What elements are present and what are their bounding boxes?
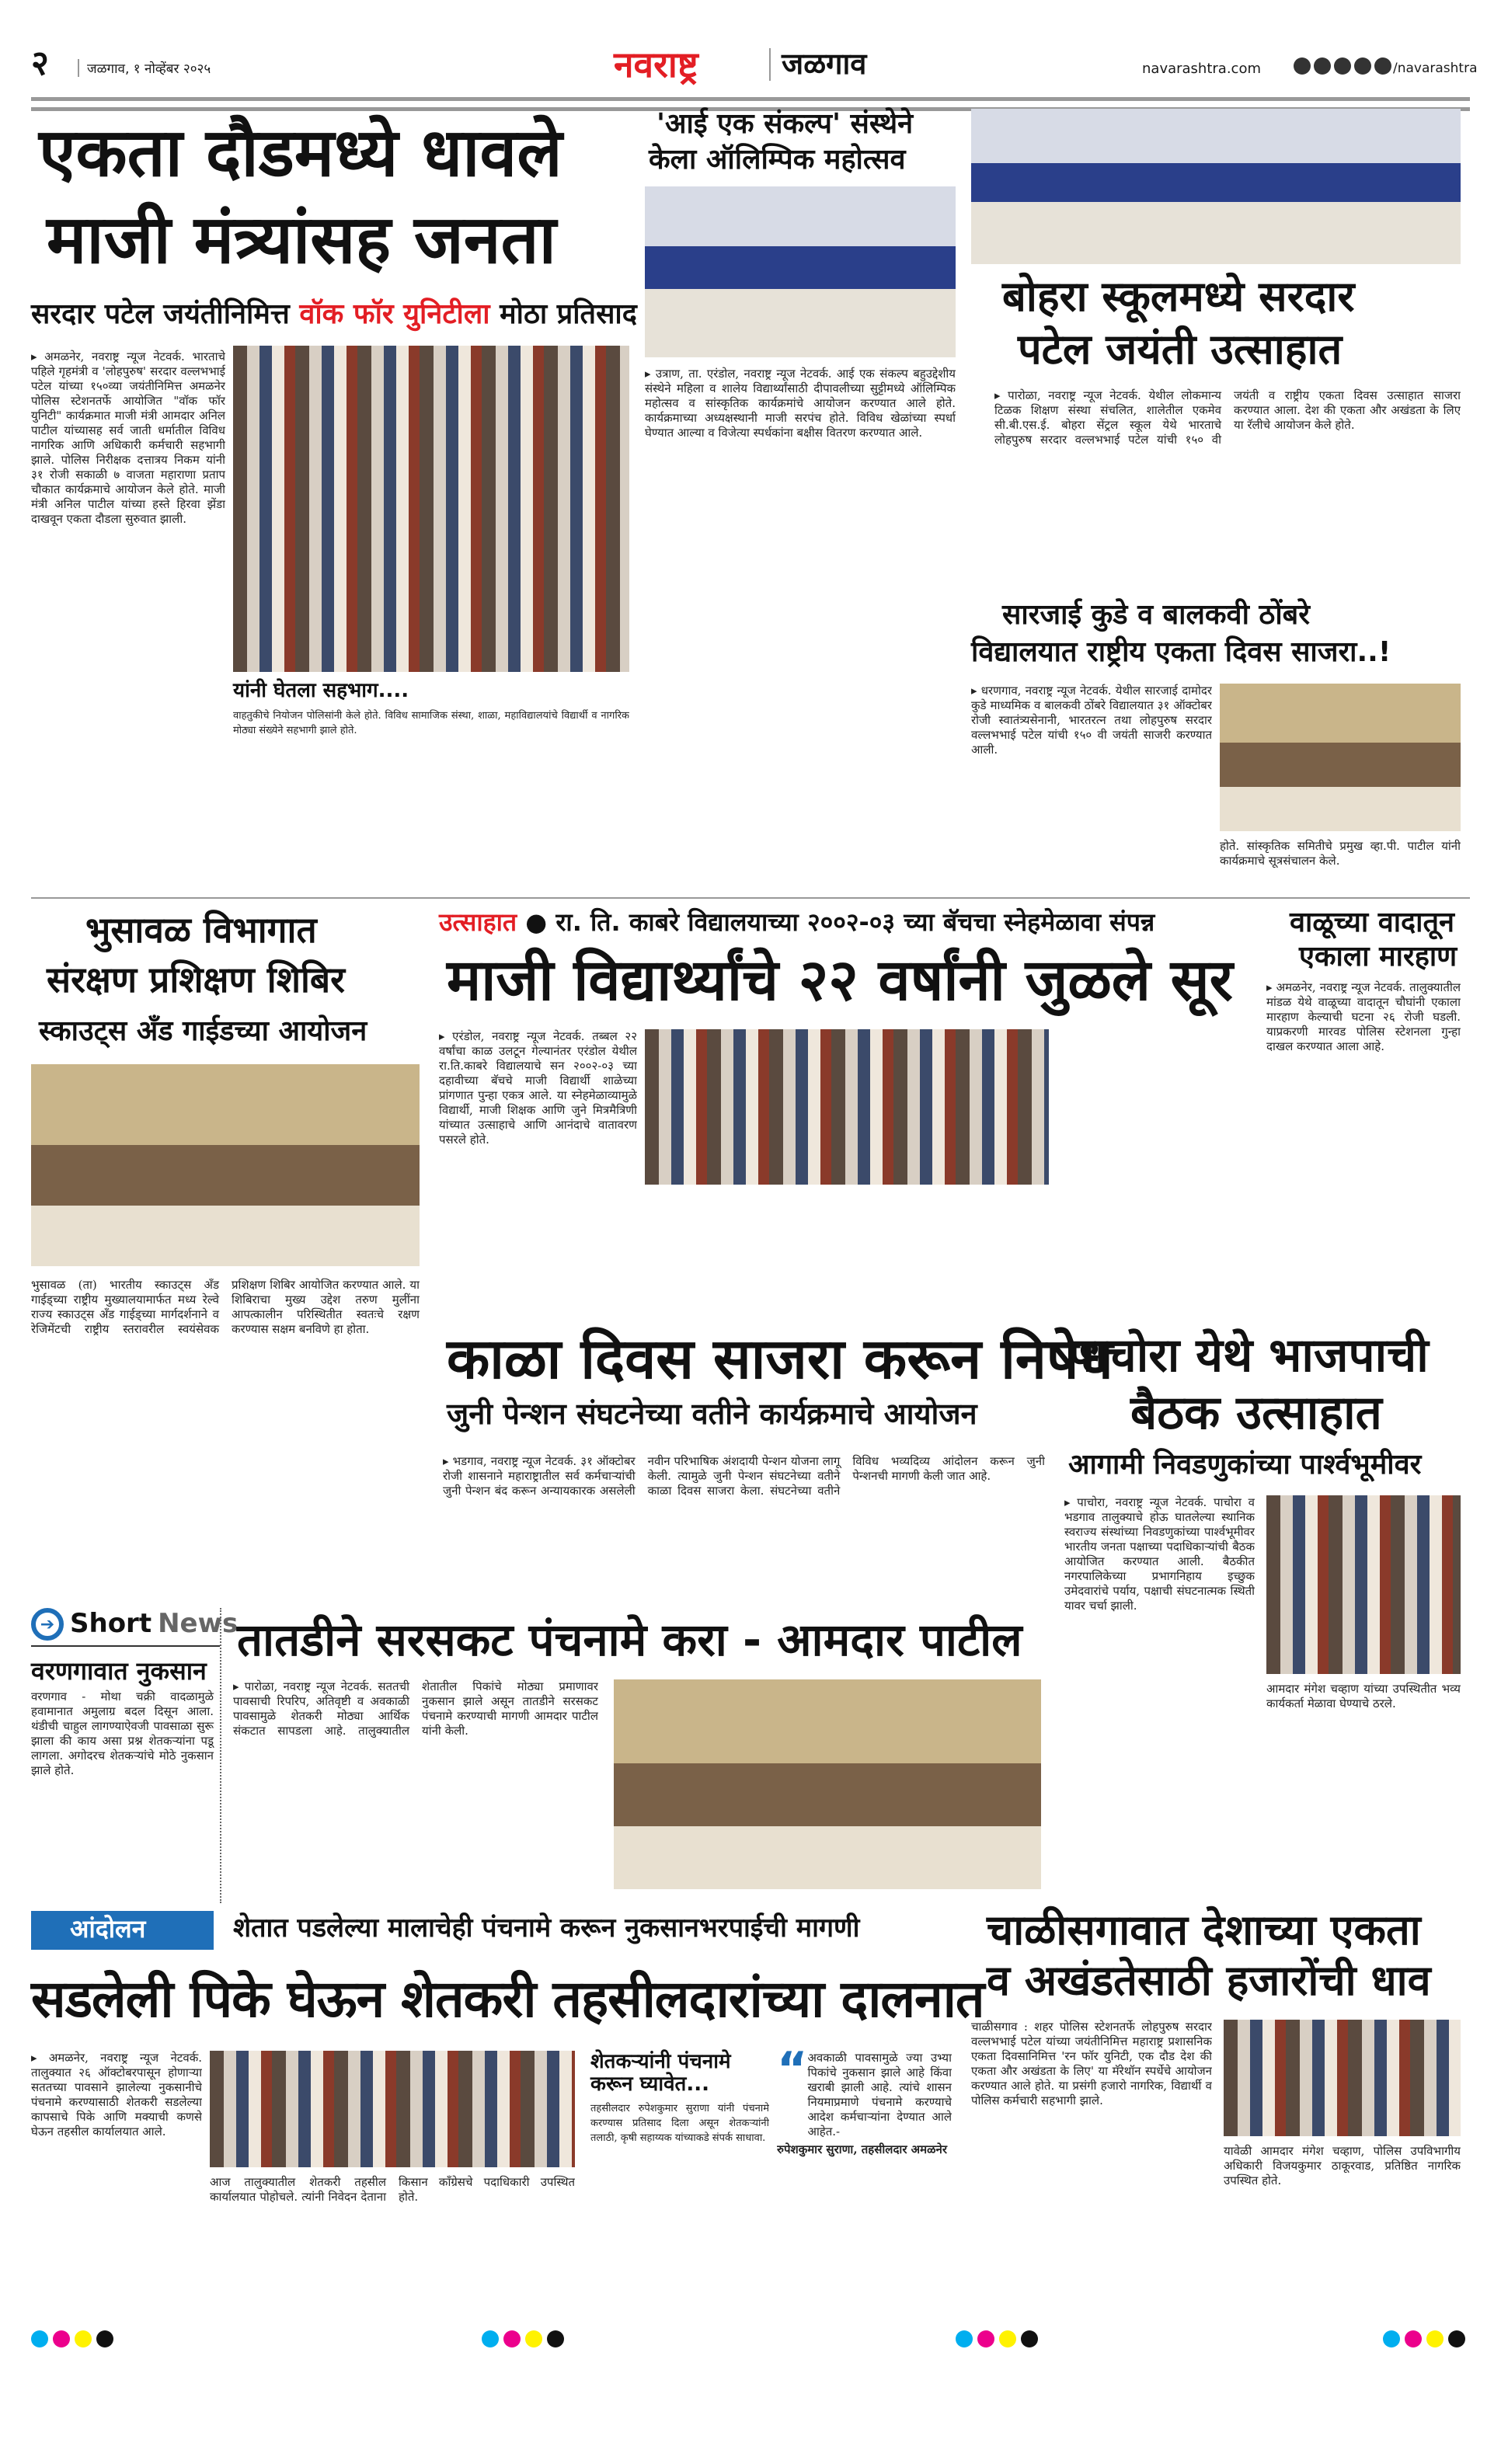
- youtube-icon[interactable]: [1354, 57, 1371, 75]
- sub-highlight: वॉक फॉर युनिटीला: [299, 298, 490, 330]
- strap: शेतात पडलेल्या मालाचेही पंचनामे करून नुकसानभरपाईची मागणी: [233, 1912, 860, 1944]
- social-handle: /navarashtra: [1393, 61, 1478, 76]
- linkedin-icon[interactable]: [1374, 57, 1391, 75]
- registration-marks: [31, 2330, 118, 2351]
- article-body: भुसावळ (ता) भारतीय स्काउट्स अँड गाईड्च्या राष्ट्रीय मुख्यालयामार्फत मध्य रेल्वे राज्य स्काउट्स अँड गाईड्च्या मार्गदर्शनाने व रेजिमेंटची राष्ट्रीय स्तरावरील स्वयंसेवक प्रशिक्षण शिबिर आयोजित करण्यात आले. या शिबिराचा मुख्य उद्देश तरुण मुलींना आपत्कालीन परिस्थितीत स्वतःचे रक्षण करण्यास सक्षम बनविणे हा होता.: [31, 1278, 420, 1336]
- website-link[interactable]: navarashtra.com: [1142, 61, 1261, 77]
- photo-caption: आमदार मंगेश चव्हाण यांच्या उपस्थितीत भव्य कार्यकर्ता मेळावा घेण्याचे ठरले.: [1266, 1682, 1461, 1711]
- headline: वाळूच्या वादातून: [1290, 907, 1454, 938]
- quote-text: अवकाळी पावसामुळे ज्या उभ्या पिकांचे नुकसान झाले आहे किंवा खराबी झाली आहे. त्यांचे शासन नियमाप्रमाणे पंचनामे करण्याचे आदेश कर्मचाऱ्यांना देण्यात आले आहेत.-: [807, 2051, 952, 2139]
- quote-icon: “: [777, 2042, 808, 2097]
- headline: सारजाई कुडे व बालकवी ठोंबरे: [1002, 599, 1310, 631]
- article-body: ▸ धरणगाव, नवराष्ट्र न्यूज नेटवर्क. येथील सारजाई दामोदर कुडे माध्यमिक व बालकवी ठोंबरे विद्यालयात ३१ ऑक्टोबर रोजी स्वातंत्र्यसेनानी, भारतरत्न तथा लोहपुरुष सरदार वल्लभभाई पटेल यांची १५० वी जयंती साजरी करण्यात आली.: [971, 684, 1212, 757]
- alumni-group-photo: [645, 1029, 1049, 1185]
- headline: माजी विद्यार्थ्यांचे २२ वर्षांनी जुळले सूर: [447, 947, 1233, 1014]
- headline: व अखंडतेसाठी हजारोंची धाव: [987, 1956, 1431, 2005]
- x-icon[interactable]: [1334, 57, 1351, 75]
- unity-day-photo: [1220, 684, 1461, 831]
- arrow-circle-icon: ➔: [31, 1608, 64, 1641]
- headline: 'आई एक संकल्प' संस्थेने: [656, 108, 914, 140]
- article-body: चाळीसगाव : शहर पोलिस स्टेशनतर्फे लोहपुरुष सरदार वल्लभभाई पटेल यांच्या जयंतीनिमित्त महाराष्ट्र प्रशासनिक एकता दिवसानिमित्त 'रन फॉर युनिटी, एक दौड देश की एकता और अखंडता के लिए' या मॅरेथॉन स्पर्धेचे आयोजन करण्यात आले होते. या प्रसंगी हजारो नागरिक, विद्यार्थी व पोलिस कर्मचारी सहभागी झाले.: [971, 2020, 1212, 2107]
- photo-caption: यावेळी आमदार मंगेश चव्हाण, पोलिस उपविभागीय अधिकारी विजयकुमार ठाकूरवाड, प्रतिष्ठित नागरिक उपस्थित होते.: [1224, 2144, 1461, 2187]
- section-tag: आंदोलन: [31, 1911, 214, 1950]
- headline: माजी मंत्र्यांसह जनता: [47, 201, 556, 279]
- sub-text: मोठा प्रतिसाद: [500, 298, 637, 330]
- section-label: Short: [70, 1608, 152, 1640]
- box-body: तहसीलदार रुपेशकुमार सुराणा यांनी पंचनामे करण्यास प्रतिसाद दिला असून शेतकऱ्यांनी तलाठी, कृषी सहाय्यक यांच्याकडे संपर्क साधावा.: [590, 2103, 769, 2145]
- headline: बोहरा स्कूलमध्ये सरदार: [1002, 272, 1355, 321]
- social-icons: [1294, 57, 1391, 75]
- brand-logo: नवराष्ट्र: [614, 44, 698, 85]
- article-body: आज तालुक्यातील शेतकरी तहसील कार्यालयात पोहोचले. त्यांनी निवेदन देताना किसान काँग्रेसचे पदाधिकारी उपस्थित होते.: [210, 2175, 575, 2204]
- dateline: जळगाव, १ नोव्हेंबर २०२५: [78, 59, 211, 77]
- scouts-camp-photo: [31, 1064, 420, 1266]
- article-body: वरणगाव - मोथा चक्री वादळामुळे हवामानात अमुलाग्र बदल दिसून आला. थंडीची चाहुल लागण्याऐवजी पावसाळा सुरू झाला की काय असा प्रश्न शेतकऱ्यांना पडू लागला. अगोदरच शेतकऱ्यांचे मोठे नुकसान झाले होते.: [31, 1690, 214, 1778]
- meeting-photo: [614, 1679, 1041, 1889]
- photo-caption: होते. सांस्कृतिक समितीचे प्रमुख व्हा.पी. पाटील यांनी कार्यक्रमाचे सूत्रसंचालन केले.: [1220, 839, 1461, 868]
- headline: काळा दिवस साजरा करून निषेध: [447, 1326, 1113, 1391]
- article-body: [1057, 1029, 1251, 1317]
- unity-run-photo: [233, 346, 629, 672]
- registration-marks: [956, 2330, 1043, 2351]
- headline: सडलेली पिके घेऊन शेतकरी तहसीलदारांच्या दालनात: [31, 1969, 984, 2029]
- headline: पाचोरा येथे भाजपाची: [1068, 1328, 1429, 1383]
- farmers-photo: [210, 2051, 575, 2167]
- facebook-icon[interactable]: [1294, 57, 1311, 75]
- headline: विद्यालयात राष्ट्रीय एकता दिवस साजरा..!: [971, 636, 1391, 668]
- instagram-icon[interactable]: [1314, 57, 1331, 75]
- article-body: ▸ भडगाव, नवराष्ट्र न्यूज नेटवर्क. ३१ ऑक्टोबर रोजी शासनाने महाराष्ट्रातील सर्व कर्मचाऱ्यांची जुनी पेन्शन बंद करून अन्यायकारक असलेली नवीन परिभाषिक अंशदायी पेन्शन योजना लागू केली. त्यामुळे जुनी पेन्शन संघटनेच्या वतीने काळा दिवस साजरा केला. संघटनेच्या वतीने विविध भव्यदिव्य आंदोलन करून जुनी पेन्शनची मागणी केली जात आहे.: [443, 1454, 1045, 1498]
- article-body: ▸ उत्राण, ता. एरंडोल, नवराष्ट्र न्यूज नेटवर्क. आई एक संकल्प बहुउद्देशीय संस्थेने महिला व शालेय विद्यार्थ्यांसाठी दीपावलीच्या सुट्टीमध्ये ऑलिम्पिक महोत्सव व सांस्कृतिक कार्यक्रमांचे आयोजन करण्यात आले होते. कार्यक्रमाच्या अध्यक्षस्थानी माजी सरपंच होते. विविध खेळांच्या स्पर्धा घेण्यात आल्या व विजेत्या स्पर्धकांना बक्षीस वितरण करण्यात आले.: [645, 367, 956, 440]
- article-body: ▸ पारोळा, नवराष्ट्र न्यूज नेटवर्क. सततची पावसाची रिपरिप, अतिवृष्टी व अवकाळी पावसामुळे शेतकरी मोठ्या आर्थिक संकटात सापडला आहे. तालुक्यातील शेतातील पिकांचे मोठ्या प्रमाणावर नुकसान झाले असून तातडीने सरसकट पंचनामे करण्याची मागणी आमदार पाटील यांनी केली.: [233, 1679, 598, 1738]
- headline: वरणगावात नुकसान: [31, 1656, 207, 1686]
- run-for-unity-photo: [1224, 2020, 1461, 2136]
- headline: बैठक उत्साहात: [1130, 1386, 1382, 1440]
- quote-box: [777, 2042, 952, 2315]
- sub-text: सरदार पटेल जयंतीनिमित्त: [31, 298, 290, 330]
- box-title: शेतकऱ्यांनी पंचनामे करून घ्यावेत...: [590, 2050, 731, 2096]
- strap-text: रा. ति. काबरे विद्यालयाच्या २००२-०३ च्या बॅचचा स्नेहमेळावा संपन्न: [555, 907, 1155, 937]
- subheadline: [31, 299, 637, 330]
- article-body: ▸ अमळनेर, नवराष्ट्र न्यूज नेटवर्क. भारताचे पहिले गृहमंत्री व 'लोहपुरुष' सरदार वल्लभभाई पटेल यांच्या १५०व्या जयंतीनिमित्त अमळनेर पोलिस स्टेशनतर्फे आयोजित "वॉक फॉर युनिटी" कार्यक्रमात माजी मंत्री आमदार अनिल पाटील यांच्यासह सर्व जाती धर्मातील विविध नागरिक आणि अधिकारी कर्मचारी सहभागी झाले. पोलिस निरीक्षक दत्तात्रय निकम यांनी ३१ रोजी सकाळी ७ वाजता महाराणा प्रताप चौकात कार्यक्रमाचे आयोजन केले होते. माजी मंत्री अनिल पाटील यांच्या हस्ते हिरवा झेंडा दाखवून एकता दौडला सुरुवात झाली.: [31, 350, 225, 526]
- quote-attribution: रुपेशकुमार सुराणा, तहसीलदार अमळनेर: [777, 2142, 947, 2156]
- bjp-meeting-photo: [1266, 1495, 1461, 1674]
- article-body: ▸ पारोळा, नवराष्ट्र न्यूज नेटवर्क. येथील लोकमान्य टिळक शिक्षण संस्था संचलित, शालेतील एकमेव सी.बी.एस.ई. बोहरा सेंट्रल स्कूल येथे भारताचे लोहपुरुष सरदार वल्लभभाई पटेल यांची १५० वी जयंती व राष्ट्रीय एकता दिवस उत्साहात साजरा करण्यात आला. देश की एकता और अखंडता के लिए या रॅलीचे आयोजन केले होते.: [994, 388, 1461, 447]
- headline: एकता दौडमध्ये धावले: [39, 114, 562, 192]
- olympic-festival-photo: [645, 186, 956, 357]
- header-rule: [31, 97, 1470, 101]
- subheadline: जुनी पेन्शन संघटनेच्या वतीने कार्यक्रमाचे आयोजन: [447, 1397, 977, 1431]
- subheadline: स्काउट्स अँड गाईडच्या आयोजन: [39, 1015, 367, 1047]
- article-body: ▸ एरंडोल, नवराष्ट्र न्यूज नेटवर्क. तब्बल २२ वर्षांचा काळ उलटून गेल्यानंतर एरंडोल येथील रा.ति.काबरे विद्यालयाचे सन २००२-०३ च्या दहावीच्या बॅचचे माजी विद्यार्थी शाळेच्या प्रांगणात पुन्हा एकत्र आले. या स्नेहमेळाव्यामुळे विद्यार्थी, माजी शिक्षक आणि जुने मित्रमैत्रिणी यांच्यात उत्साहाचे आणि आनंदाचे वातावरण पसरले होते.: [439, 1029, 637, 1147]
- registration-marks: [482, 2330, 569, 2351]
- edition-name: जळगाव: [769, 48, 866, 81]
- article-body: ▸ अमळनेर, नवराष्ट्र न्यूज नेटवर्क. तालुक्यातील मांडळ येथे वाळूच्या वादातून चौघांनी एकाला मारहाण केल्याची घटना २६ रोजी घडली. याप्रकरणी मारवड पोलिस स्टेशनला गुन्हा दाखल करण्यात आला आहे.: [1266, 980, 1461, 1053]
- section-divider: [31, 897, 1470, 899]
- kicker: उत्साहात: [439, 907, 517, 937]
- sidebar-box: [590, 2051, 769, 2315]
- subheadline: आगामी निवडणुकांच्या पार्श्वभूमीवर: [1068, 1449, 1422, 1481]
- section-label: News: [158, 1608, 239, 1640]
- headline: पटेल जयंती उत्साहात: [1018, 325, 1343, 374]
- headline: केला ऑलिम्पिक महोत्सव: [649, 144, 906, 176]
- headline: चाळीसगावात देशाच्या एकता: [987, 1905, 1421, 1954]
- bohra-school-photo: [971, 109, 1461, 264]
- headline: संरक्षण प्रशिक्षण शिबिर: [47, 959, 345, 1001]
- registration-marks: [1383, 2330, 1470, 2351]
- short-news-block: [31, 1608, 239, 1903]
- article-body: ▸ अमळनेर, नवराष्ट्र न्यूज नेटवर्क. तालुक्यात २६ ऑक्टोबरपासून होणाऱ्या सततच्या पावसाने झालेल्या नुकसानीचे पंचनामे करण्यासाठी शेतकरी सडलेल्या कापसाचे पिके आणि मक्याची कणसे घेऊन तहसील कार्यालयात आले.: [31, 2051, 202, 2139]
- photo-caption: वाहतुकीचे नियोजन पोलिसांनी केले होते. विविध सामाजिक संस्था, शाळा, महाविद्यालयांचे विद्यार्थी व नागरिक मोठ्या संख्येने सहभागी झाले होते.: [233, 710, 629, 736]
- headline: भुसावळ विभागात: [85, 909, 317, 951]
- strap: उत्साहात ● रा. ति. काबरे विद्यालयाच्या २००२-०३ च्या बॅचचा स्नेहमेळावा संपन्न: [439, 907, 1155, 937]
- article-body: ▸ पाचोरा, नवराष्ट्र न्यूज नेटवर्क. पाचोरा व भडगाव तालुक्याचे होऊ घातलेल्या स्थानिक स्वराज्य संस्थांच्या निवडणुकांच्या पार्श्वभूमीवर भारतीय जनता पक्षाच्या पदाधिकाऱ्यांची बैठक आयोजित करण्यात आली. बैठकीत नगरपालिकेच्या प्रभागनिहाय इच्छुक उमेदवारांचे पर्याय, पक्षाची संघटनात्मक स्थिती यावर चर्चा झाली.: [1064, 1495, 1255, 1613]
- photo-caption-title: यांनी घेतला सहभाग....: [233, 679, 409, 702]
- headline: एकाला मारहाण: [1299, 941, 1457, 973]
- page-number: २: [31, 44, 49, 83]
- headline: तातडीने सरसकट पंचनामे करा - आमदार पाटील: [237, 1613, 1022, 1666]
